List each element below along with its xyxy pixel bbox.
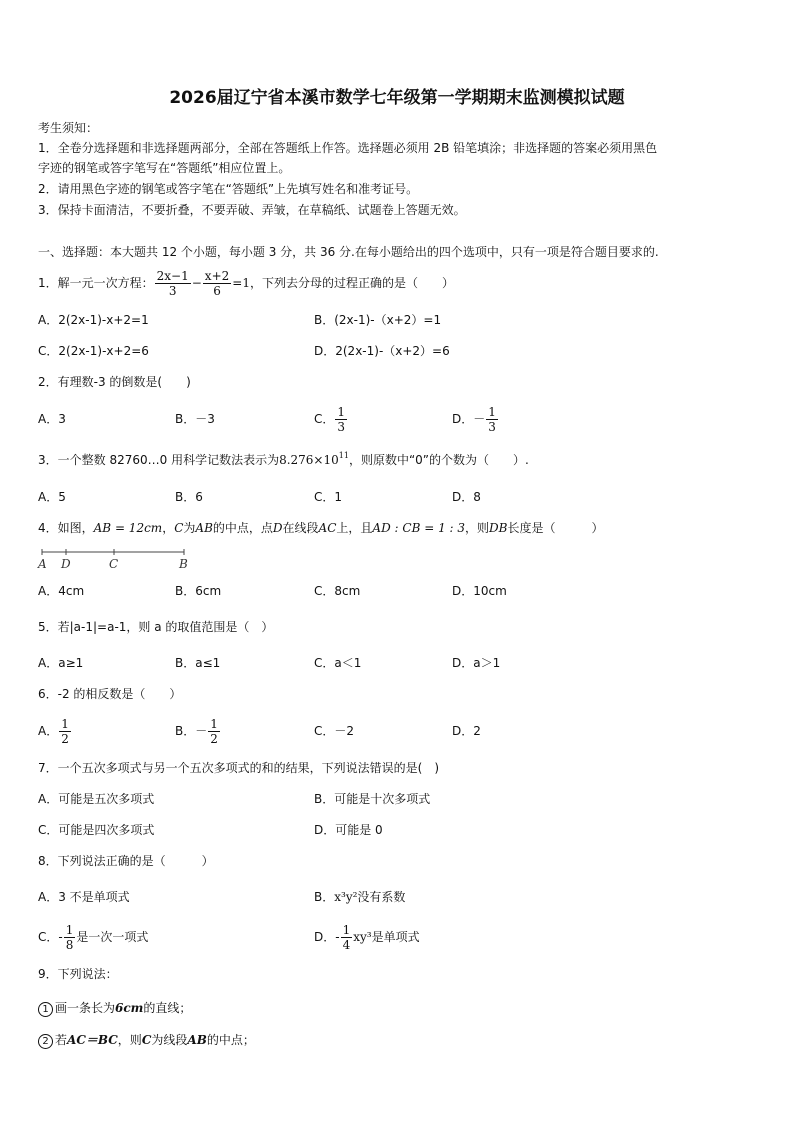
q6-option-a[interactable] [38,712,72,750]
q5-option-d[interactable]: D．a＞1 [452,656,501,670]
q4-option-b[interactable]: B．6cm [175,584,222,598]
q4-fig-label-d: D [61,557,71,571]
q8-c-num: 1 [65,923,74,937]
q1-frac2-num: x+2 [204,269,230,283]
notice-item-3: 3．保持卡面清洁，不要折叠，不要弄破、弄皱，在草稿纸、试题卷上答题无效。 [38,203,466,217]
notice-item-2: 2．请用黑色字迹的钢笔或答字笔在“答题纸”上先填写姓名和准考证号。 [38,182,419,196]
question-3-stem [38,452,529,468]
q1-suffix: ，下列去分母的过程正确的是（ ） [249,276,454,290]
q7-option-a[interactable]: A．可能是五次多项式 [38,792,155,806]
q6-option-d[interactable]: D．2 [452,724,481,738]
q3-option-c[interactable]: C．1 [314,490,343,504]
question-7-stem: 7．一个五次多项式与另一个五次多项式的和的结果，下列说法错误的是( ) [38,761,440,775]
q4-text-2: ， [162,521,175,535]
q8-option-a[interactable]: A．3 不是单项式 [38,890,130,904]
q2-option-a[interactable]: A．3 [38,412,66,426]
q1-fraction-1 [155,269,191,298]
q9-s1-length: 6cm [115,1001,144,1015]
question-9-stem: 9．下列说法： [38,967,118,981]
q8-b-label: B． [314,890,335,904]
q5-option-b[interactable]: B．a≤1 [175,656,221,670]
q8-option-c[interactable] [38,918,148,956]
q1-frac1-den: 3 [168,284,177,298]
q4-text-7: ，则 [465,521,490,535]
q1-option-a[interactable]: A．2(2x-1)-x+2=1 [38,313,149,327]
q4-fig-label-b: B [179,557,188,571]
q2-d-label: D．－ [452,412,486,426]
q2-option-b[interactable]: B．－3 [175,412,215,426]
q4-segment-db: DB [489,521,508,535]
q2-d-fraction [486,405,498,434]
q3-sci-exp: 11 [338,451,349,460]
notice-item-1-line-2: 字迹的钢笔或答字笔写在“答题纸”相应位置上。 [38,161,291,175]
q6-b-fraction [208,717,220,746]
q2-d-num: 1 [488,405,496,419]
q8-d-num: 1 [342,923,351,937]
question-2-stem: 2．有理数-3 的倒数是( ) [38,375,191,389]
q9-statement-2 [38,1032,255,1049]
section-heading: 一、选择题：本大题共 12 个小题，每小题 3 分，共 36 分.在每小题给出的四个选项中，只有一项是符合题目要求的. [38,245,659,259]
q1-frac2-den: 6 [213,284,221,298]
q9-s1-text-c: 的直线； [143,1001,192,1015]
q8-d-text: 是单项式 [371,930,420,944]
q4-option-d[interactable]: D．10cm [452,584,507,598]
q2-c-label: C． [314,412,335,426]
q8-d-math: xy³ [353,930,372,944]
q5-option-a[interactable]: A．a≥1 [38,656,84,670]
q1-minus: − [191,276,202,290]
q3-sci-base: 8.276×10 [279,453,339,467]
q4-text-3: 为 [183,521,196,535]
q6-option-c[interactable]: C．－2 [314,724,355,738]
q9-s1-text-a: 画一条长为 [55,1001,116,1015]
q6-b-den: 2 [210,732,218,746]
question-6-stem: 6．-2 的相反数是（ ） [38,687,182,701]
q7-option-d[interactable]: D．可能是 0 [314,823,383,837]
q8-c-text: 是一次一项式 [76,930,149,944]
q1-option-b[interactable]: B．(2x-1)-（x+2）=1 [314,313,442,327]
q3-prefix: 3．一个整数 82760…0 用科学记数法表示为 [38,453,280,467]
question-5-stem: 5．若|a-1|=a-1，则 a 的取值范围是（ ） [38,620,274,634]
q8-d-label: D．- [314,930,340,944]
q8-b-math: x³y² [334,890,358,904]
q9-statement-1 [38,1000,191,1017]
q1-option-c[interactable]: C．2(2x-1)-x+2=6 [38,344,149,358]
q3-option-b[interactable]: B．6 [175,490,203,504]
q4-ratio: AD : CB = 1 : 3 [372,521,466,535]
q2-c-num: 1 [337,405,346,419]
q4-text-1: 4．如图， [38,521,94,535]
q8-option-b[interactable] [314,889,405,905]
q3-option-a[interactable]: A．5 [38,490,66,504]
q6-a-fraction [59,717,71,746]
question-4-stem [38,520,604,536]
q4-option-c[interactable]: C．8cm [314,584,361,598]
q4-fig-label-a: A [38,557,47,571]
q2-d-den: 3 [488,420,496,434]
q1-equals: =1 [232,276,250,290]
q8-c-label: C．- [38,930,63,944]
q5-option-c[interactable]: C．a＜1 [314,656,362,670]
q4-ab-length: AB = 12cm [93,521,163,535]
q4-text-6: 上，且 [336,521,373,535]
q4-point-d: D [272,521,283,535]
q9-s2-text-c: ，则 [117,1033,142,1047]
q6-option-b[interactable] [175,712,221,750]
question-8-stem: 8．下列说法正确的是（ ） [38,854,214,868]
circled-number-2: 2 [38,1034,53,1049]
q9-s2-equation: AC＝BC [67,1033,118,1047]
notice-item-1-line-1: 1．全卷分选择题和非选择题两部分，全部在答题纸上作答。选择题必须用 2B 铅笔填涂；非选择题的答案必须用黑色 [38,141,658,155]
q6-b-label: B．－ [175,724,208,738]
q2-c-fraction [335,405,347,434]
q4-point-c: C [174,521,184,535]
q7-option-c[interactable]: C．可能是四次多项式 [38,823,155,837]
q2-option-c[interactable] [314,400,348,438]
notice-heading: 考生须知： [38,121,99,135]
q8-c-den: 8 [65,938,74,952]
q8-c-fraction [64,923,76,952]
q4-segment-ab: AB [195,521,213,535]
q7-option-b[interactable]: B．可能是十次多项式 [314,792,431,806]
q3-option-d[interactable]: D．8 [452,490,481,504]
q4-text-4: 的中点，点 [212,521,273,535]
q4-fig-label-c: C [109,557,119,571]
circled-number-1: 1 [38,1002,53,1017]
q9-s2-segment-ab: AB [187,1033,207,1047]
q1-prefix: 1．解一元一次方程： [38,276,154,290]
q4-segment-figure [36,544,196,574]
page-title: 2026届辽宁省本溪市数学七年级第一学期期末监测模拟试题 [169,88,625,108]
q8-option-d[interactable] [314,918,420,956]
q8-b-text: 没有系数 [357,890,406,904]
q1-frac1-num: 2x−1 [156,269,189,283]
q6-b-num: 1 [210,717,218,731]
question-1-stem [38,266,454,300]
q3-suffix: ，则原数中“0”的个数为（ ）. [348,453,529,467]
q1-option-d[interactable]: D．2(2x-1)-（x+2）=6 [314,344,450,358]
q4-text-8: 长度是（ ） [507,521,604,535]
q2-option-d[interactable] [452,400,499,438]
q4-text-5: 在线段 [282,521,319,535]
q8-d-fraction [341,923,353,952]
q2-c-den: 3 [337,420,346,434]
q4-option-a[interactable]: A．4cm [38,584,85,598]
q9-s2-text-e: 为线段 [151,1033,188,1047]
q4-segment-ac: AC [318,521,337,535]
q9-s2-text-a: 若 [55,1033,68,1047]
q8-d-den: 4 [342,938,351,952]
q6-a-label: A． [38,724,59,738]
q1-fraction-2 [203,269,231,298]
q6-a-den: 2 [61,732,69,746]
q9-s2-text-g: 的中点； [206,1033,255,1047]
q9-s2-point-c: C [141,1033,152,1047]
q6-a-num: 1 [61,717,69,731]
